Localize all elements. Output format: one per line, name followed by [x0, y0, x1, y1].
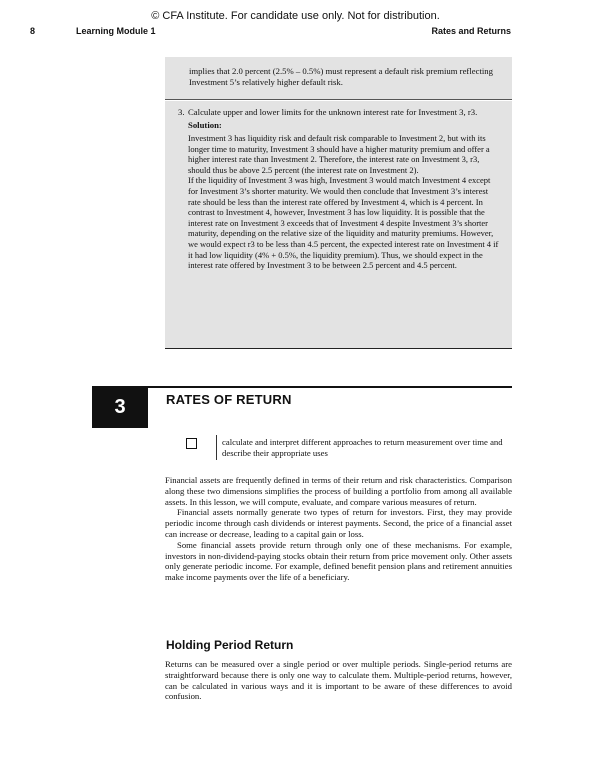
- question-number: 3.: [178, 107, 185, 117]
- body-paragraph: Financial assets normally generate two types of return for investors. First, they may provide periodic income through cash dividends or interest payments. Second, the price of a financial asset can increase or decrease, leading to a capital gain or loss.: [165, 507, 512, 539]
- section-body: [165, 475, 512, 583]
- section-number: 3: [92, 386, 148, 428]
- learning-outcome-divider: [216, 435, 217, 460]
- solution-paragraph: Investment 3 has liquidity risk and default risk comparable to Investment 2, but with its longer time to maturity, Investment 3 should have a higher maturity premium and offer a higher interest rate than Investment 2. Therefore, the interest rate on Investment 3, r3, should thus be above 2.5 percent (the interest rate on Investment 2).: [188, 133, 490, 175]
- body-paragraph: Financial assets are frequently defined in terms of their return and risk characteristics. Comparison along these two dimensions simplifies the process of building a portfolio from among all available assets. In this lesson, we will compute, evaluate, and compare various measures of return.: [165, 475, 512, 507]
- example-continued-text: implies that 2.0 percent (2.5% – 0.5%) must represent a default risk premium reflecting Investment 5’s relatively higher default risk.: [189, 66, 493, 87]
- section-title: RATES OF RETURN: [166, 392, 292, 407]
- example-box-continued: [165, 57, 512, 100]
- solution-label: Solution:: [188, 120, 222, 130]
- subsection-title: Holding Period Return: [166, 638, 294, 652]
- question-text: Calculate upper and lower limits for the unknown interest rate for Investment 3, r3.: [188, 107, 478, 117]
- body-paragraph: Some financial assets provide return through only one of these mechanisms. For example, investors in non-dividend-paying stocks obtain their return from price movement only. Other assets only generate periodic income. For example, defined benefit pension plans and retirement annuities make income payments over the life of a beneficiary.: [165, 539, 512, 583]
- module-title: Learning Module 1: [76, 26, 156, 36]
- page-number: 8: [30, 26, 36, 36]
- learning-outcome-checkbox-icon[interactable]: [186, 438, 197, 449]
- copyright-notice: © CFA Institute. For candidate use only. Not for distribution.: [151, 10, 440, 22]
- subsection-body: [165, 659, 512, 702]
- example-box: [165, 101, 512, 349]
- chapter-title: Rates and Returns: [431, 26, 511, 36]
- learning-outcome-text: calculate and interpret different approaches to return measurement over time and describe their appropriate uses: [222, 437, 503, 458]
- body-paragraph: Returns can be measured over a single period or over multiple periods. Single-period returns are straightforward because there is only one way to calculate them. Multiple-period returns, however, can be calculated in various ways and it is important to be aware of these differences to avoid confusion.: [165, 659, 512, 702]
- example-question: [178, 107, 500, 118]
- solution-paragraph: If the liquidity of Investment 3 was high, Investment 3 would match Investment 4 except for Investment 3’s shorter maturity. We would then conclude that Investment 3’s interest rate should be less than the interest rate offered by Investment 4, which is 4 percent. In contrast to Investment 4, however, Investment 3 has low liquidity. It is possible that the interest rate on Investment 3 exceeds that of Investment 4 despite Investment 3’s shorter maturity, depending on the relative size of the liquidity and maturity premiums. However, we would expect r3 to be less than 4.5 percent, the expected interest rate on Investment 4 if it had low liquidity (4% + 0.5%, the liquidity premium). Thus, we should expect in the interest rate offered by Investment 3 to be between 2.5 percent and 4.5 percent.: [188, 175, 499, 271]
- section-rule: [148, 386, 512, 388]
